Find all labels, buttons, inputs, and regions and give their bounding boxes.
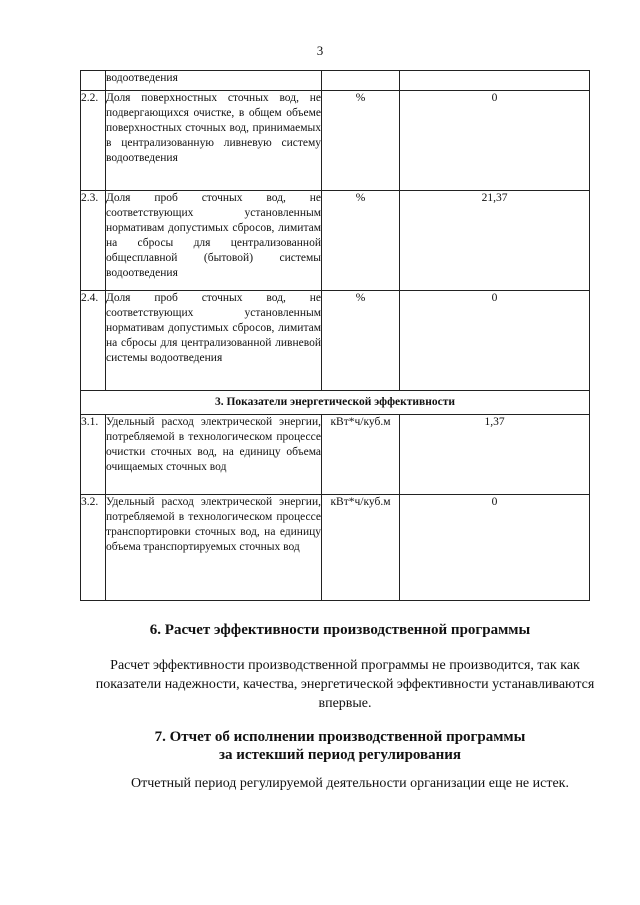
section7-heading-line1: 7. Отчет об исполнении производственной программы <box>154 729 526 745</box>
row-number: 2.2. <box>81 91 106 191</box>
row-number: 2.4. <box>81 291 106 391</box>
row-description: Доля проб сточных вод, не соответствующих установленным нормативам допустимых сбросов, лимитам на сбросы для централизованной ливневой системы водоотведения <box>106 291 322 391</box>
row-value: 0 <box>400 91 590 191</box>
indicators-table <box>80 70 590 601</box>
section7-text: Отчетный период регулируемой деятельности организации еще не истек. <box>131 776 569 791</box>
row-value: 0 <box>400 291 590 391</box>
row-unit: кВт*ч/куб.м <box>322 415 400 495</box>
section6-heading: 6. Расчет эффективности производственной программы <box>149 622 531 638</box>
row-value: 0 <box>400 495 590 601</box>
table-row <box>81 495 590 601</box>
table-row <box>81 415 590 495</box>
table-row <box>81 191 590 291</box>
row-number: 3.1. <box>81 415 106 495</box>
fragment-cell: водоотведения <box>106 71 322 91</box>
row-number: 2.3. <box>81 191 106 291</box>
row-number: 3.2. <box>81 495 106 601</box>
page-number: 3 <box>316 43 324 58</box>
table-row <box>81 291 590 391</box>
row-unit: % <box>322 191 400 291</box>
row-value: 1,37 <box>400 415 590 495</box>
section7-heading <box>0 728 640 764</box>
section6-text: Расчет эффективности производственной программы не производится, так как показатели надежности, качества, энергетической эффективности устанавливаются впервые. <box>95 658 595 711</box>
row-value: 21,37 <box>400 191 590 291</box>
row-description: Удельный расход электрической энергии, потребляемой в технологическом процессе очистки сточных вод, на единицу объема очищаемых сточных вод <box>106 415 322 495</box>
section3-title: 3. Показатели энергетической эффективности <box>81 391 590 415</box>
row-description: Удельный расход электрической энергии, потребляемой в технологическом процессе транспортировки сточных вод, на единицу объема транспортируемых сточных вод <box>106 495 322 601</box>
section7-heading-line2: за истекший период регулирования <box>218 747 462 763</box>
row-description: Доля проб сточных вод, не соответствующих установленным нормативам допустимых сбросов, лимитам на сбросы для централизованной общесплавной (бытовой) системы водоотведения <box>106 191 322 291</box>
row-unit: кВт*ч/куб.м <box>322 495 400 601</box>
row-unit: % <box>322 91 400 191</box>
table-row-fragment <box>81 71 590 91</box>
row-description: Доля поверхностных сточных вод, не подвергающихся очистке, в общем объеме поверхностных сточных вод, принимаемых в централизованную ливневую систему водоотведения <box>106 91 322 191</box>
row-unit: % <box>322 291 400 391</box>
section-heading-row <box>81 391 590 415</box>
table-row <box>81 91 590 191</box>
